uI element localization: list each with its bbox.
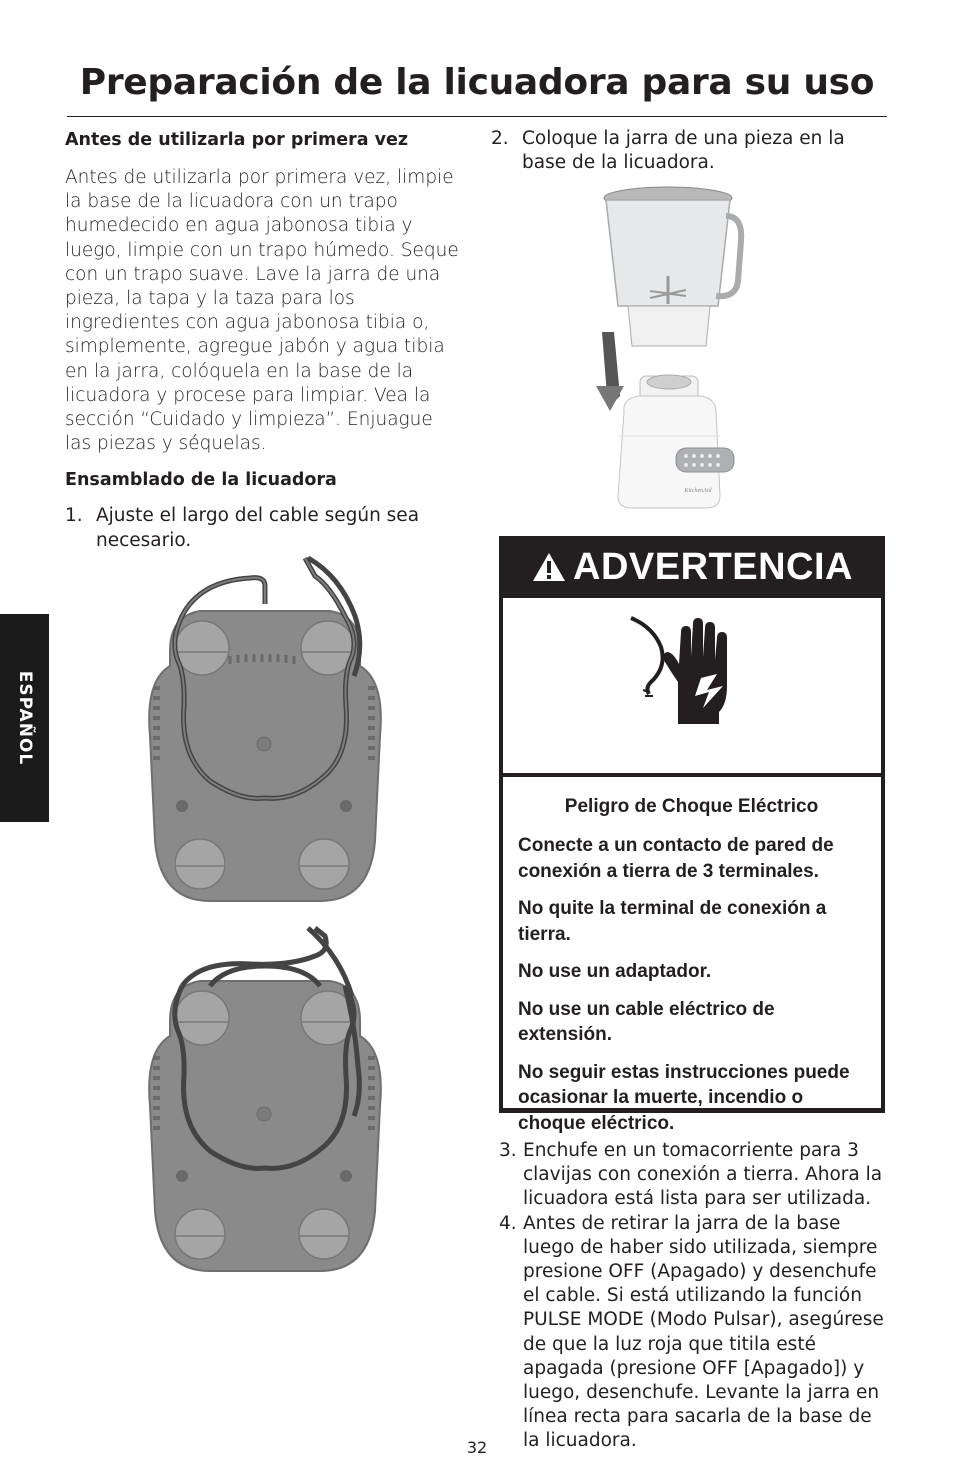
step-2-text: Coloque la jarra de una pieza en la base de la licuadora. [522,128,845,174]
warning-line-2: No quite la terminal de conexión a tierra. [518,898,827,945]
blender-assembly-illustration [588,186,748,516]
warning-triangle-icon [531,551,567,583]
warning-title: ADVERTENCIA [573,545,853,588]
step-1 [65,504,460,552]
step-4 [499,1212,891,1454]
step-2-number: 2. [491,128,509,149]
title-divider [67,116,887,117]
first-use-heading: Antes de utilizarla por primera vez [65,130,409,150]
warning-line-4: No use un cable eléctrico de extensión. [518,998,775,1045]
step-4-text: Antes de retirar la jarra de la base luego de haber sido utilizada, siempre presione OFF (Apagado) y desenchufe el cable. Si está utilizando la función PULSE MODE (Modo Pulsar), asegúrese de que la luz roja que titila esté apagada (presione OFF [Apagado]) y luego, desenchufe. Levante la jarra en línea recta para sacarla de la base de la licuadora. [523,1212,884,1452]
left-column [65,128,460,553]
warning-header [499,536,885,598]
step-3-text: Enchufe en un tomacorriente para 3 clavijas con conexión a tierra. Ahora la licuadora está lista para ser utilizada. [523,1140,883,1210]
first-use-paragraph: Antes de utilizarla por primera vez, limpie la base de la licuadora con un trapo humedecido en agua jabonosa tibia y luego, limpie con un trapo húmedo. Seque con un trapo suave. Lave la jarra de una pieza, la tapa y la taza para los ingredientes con agua jabonosa tibia o, simplemente, agregue jabón y agua tibia en la jarra, colóquela en la base de la licuadora y procese para limpiar. Vea la sección “Cuidado y limpieza”. Enjuague las piezas y séquelas. [65,167,459,455]
step-1-text: Ajuste el largo del cable según sea necesario. [96,505,420,551]
blender-base-underside-illustration-2 [140,926,390,1276]
blender-base-underside-illustration-1 [140,556,390,906]
step-1-number: 1. [65,505,83,527]
page-title: Preparación de la licuadora para su uso [79,62,875,103]
warning-box [499,536,885,1134]
warning-line-3: No use un adaptador. [518,961,712,982]
warning-icon-panel [503,598,881,773]
language-side-tab [0,614,49,822]
language-tab-label: ESPAÑOL [14,670,35,766]
warning-line-1: Conecte a un contacto de pared de conexión a tierra de 3 terminales. [518,835,834,882]
page-number: 32 [466,1438,488,1457]
step-3-number: 3. [499,1140,517,1161]
blender-brand-logo: KitchenAid [684,488,712,494]
step-3 [499,1139,891,1212]
right-steps-list [499,1139,891,1454]
right-column [491,127,891,175]
assembly-heading: Ensamblado de la licuadora [65,470,337,491]
warning-line-5: No seguir estas instrucciones puede ocasionar la muerte, incendio o choque eléctrico. [518,1061,850,1134]
step-4-number: 4. [499,1212,517,1234]
step-2 [491,127,891,175]
warning-hazard-title: Peligro de Choque Eléctrico [564,796,819,817]
electric-shock-hand-icon [623,612,753,732]
warning-text-panel [503,777,881,1134]
